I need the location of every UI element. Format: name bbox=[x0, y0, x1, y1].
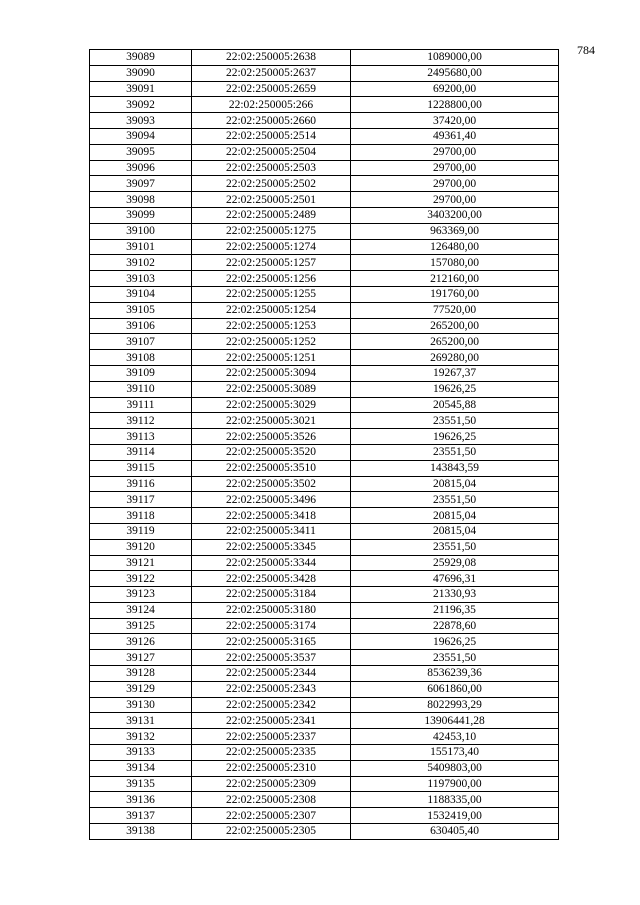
cadastral-value-cell: 8536239,36 bbox=[351, 666, 559, 682]
cadastral-value-cell: 6061860,00 bbox=[351, 681, 559, 697]
table-row bbox=[90, 365, 559, 381]
table-row bbox=[90, 302, 559, 318]
cadastral-value-cell: 1188335,00 bbox=[351, 792, 559, 808]
table-row bbox=[90, 286, 559, 302]
row-number-cell: 39094 bbox=[90, 128, 192, 144]
table-row bbox=[90, 223, 559, 239]
table-row bbox=[90, 713, 559, 729]
cadastral-value-cell: 963369,00 bbox=[351, 223, 559, 239]
cadastral-value-cell: 212160,00 bbox=[351, 271, 559, 287]
table-row bbox=[90, 192, 559, 208]
cadastral-value-cell: 191760,00 bbox=[351, 286, 559, 302]
cadastral-value-cell: 23551,50 bbox=[351, 539, 559, 555]
cadastral-number-cell: 22:02:250005:2489 bbox=[192, 207, 351, 223]
cadastral-number-cell: 22:02:250005:1275 bbox=[192, 223, 351, 239]
cadastral-value-cell: 37420,00 bbox=[351, 113, 559, 129]
row-number-cell: 39089 bbox=[90, 50, 192, 66]
cadastral-number-cell: 22:02:250005:1252 bbox=[192, 334, 351, 350]
row-number-cell: 39110 bbox=[90, 381, 192, 397]
table-row bbox=[90, 539, 559, 555]
cadastral-number-cell: 22:02:250005:2502 bbox=[192, 176, 351, 192]
row-number-cell: 39113 bbox=[90, 429, 192, 445]
row-number-cell: 39124 bbox=[90, 602, 192, 618]
row-number-cell: 39127 bbox=[90, 650, 192, 666]
row-number-cell: 39111 bbox=[90, 397, 192, 413]
cadastral-number-cell: 22:02:250005:2343 bbox=[192, 681, 351, 697]
row-number-cell: 39129 bbox=[90, 681, 192, 697]
table-row bbox=[90, 65, 559, 81]
table-row bbox=[90, 729, 559, 745]
row-number-cell: 39122 bbox=[90, 571, 192, 587]
cadastral-number-cell: 22:02:250005:2341 bbox=[192, 713, 351, 729]
row-number-cell: 39116 bbox=[90, 476, 192, 492]
cadastral-value-cell: 29700,00 bbox=[351, 144, 559, 160]
table-row bbox=[90, 113, 559, 129]
cadastral-number-cell: 22:02:250005:1257 bbox=[192, 255, 351, 271]
row-number-cell: 39131 bbox=[90, 713, 192, 729]
table-row bbox=[90, 618, 559, 634]
cadastral-value-cell: 155173,40 bbox=[351, 745, 559, 761]
cadastral-number-cell: 22:02:250005:3021 bbox=[192, 413, 351, 429]
cadastral-number-cell: 22:02:250005:3344 bbox=[192, 555, 351, 571]
row-number-cell: 39105 bbox=[90, 302, 192, 318]
table-row bbox=[90, 650, 559, 666]
cadastral-value-cell: 69200,00 bbox=[351, 81, 559, 97]
cadastral-value-cell: 49361,40 bbox=[351, 128, 559, 144]
row-number-cell: 39125 bbox=[90, 618, 192, 634]
cadastral-value-cell: 21330,93 bbox=[351, 587, 559, 603]
row-number-cell: 39138 bbox=[90, 824, 192, 840]
table-row bbox=[90, 144, 559, 160]
row-number-cell: 39126 bbox=[90, 634, 192, 650]
cadastral-value-cell: 143843,59 bbox=[351, 460, 559, 476]
cadastral-number-cell: 22:02:250005:2335 bbox=[192, 745, 351, 761]
table-row bbox=[90, 429, 559, 445]
table-row bbox=[90, 492, 559, 508]
cadastral-number-cell: 22:02:250005:1251 bbox=[192, 350, 351, 366]
row-number-cell: 39102 bbox=[90, 255, 192, 271]
row-number-cell: 39136 bbox=[90, 792, 192, 808]
table-body bbox=[90, 50, 559, 840]
table-row bbox=[90, 81, 559, 97]
cadastral-value-cell: 23551,50 bbox=[351, 492, 559, 508]
row-number-cell: 39115 bbox=[90, 460, 192, 476]
row-number-cell: 39135 bbox=[90, 776, 192, 792]
cadastral-number-cell: 22:02:250005:3496 bbox=[192, 492, 351, 508]
cadastral-value-cell: 265200,00 bbox=[351, 318, 559, 334]
cadastral-value-cell: 29700,00 bbox=[351, 192, 559, 208]
table-row bbox=[90, 681, 559, 697]
cadastral-number-cell: 22:02:250005:3345 bbox=[192, 539, 351, 555]
cadastral-number-cell: 22:02:250005:2305 bbox=[192, 824, 351, 840]
table-row bbox=[90, 350, 559, 366]
cadastral-value-cell: 29700,00 bbox=[351, 160, 559, 176]
row-number-cell: 39137 bbox=[90, 808, 192, 824]
cadastral-value-cell: 47696,31 bbox=[351, 571, 559, 587]
table-row bbox=[90, 602, 559, 618]
cadastral-value-cell: 3403200,00 bbox=[351, 207, 559, 223]
cadastral-number-cell: 22:02:250005:2501 bbox=[192, 192, 351, 208]
cadastral-value-cell: 2495680,00 bbox=[351, 65, 559, 81]
cadastral-value-cell: 20815,04 bbox=[351, 523, 559, 539]
row-number-cell: 39130 bbox=[90, 697, 192, 713]
cadastral-value-cell: 1089000,00 bbox=[351, 50, 559, 66]
row-number-cell: 39096 bbox=[90, 160, 192, 176]
cadastral-value-cell: 22878,60 bbox=[351, 618, 559, 634]
cadastral-value-table bbox=[89, 49, 559, 840]
table-row bbox=[90, 587, 559, 603]
cadastral-value-cell: 157080,00 bbox=[351, 255, 559, 271]
row-number-cell: 39090 bbox=[90, 65, 192, 81]
row-number-cell: 39119 bbox=[90, 523, 192, 539]
table-row bbox=[90, 444, 559, 460]
table-row bbox=[90, 776, 559, 792]
cadastral-value-cell: 19267,37 bbox=[351, 365, 559, 381]
row-number-cell: 39133 bbox=[90, 745, 192, 761]
table-row bbox=[90, 508, 559, 524]
table-row bbox=[90, 666, 559, 682]
cadastral-number-cell: 22:02:250005:2309 bbox=[192, 776, 351, 792]
row-number-cell: 39123 bbox=[90, 587, 192, 603]
row-number-cell: 39132 bbox=[90, 729, 192, 745]
table-row bbox=[90, 523, 559, 539]
cadastral-number-cell: 22:02:250005:2337 bbox=[192, 729, 351, 745]
table-row bbox=[90, 318, 559, 334]
cadastral-value-cell: 19626,25 bbox=[351, 381, 559, 397]
table-row bbox=[90, 97, 559, 113]
cadastral-value-cell: 269280,00 bbox=[351, 350, 559, 366]
table-row bbox=[90, 271, 559, 287]
table-row bbox=[90, 760, 559, 776]
row-number-cell: 39114 bbox=[90, 444, 192, 460]
cadastral-number-cell: 22:02:250005:3089 bbox=[192, 381, 351, 397]
cadastral-number-cell: 22:02:250005:3418 bbox=[192, 508, 351, 524]
cadastral-number-cell: 22:02:250005:2504 bbox=[192, 144, 351, 160]
row-number-cell: 39112 bbox=[90, 413, 192, 429]
table-row bbox=[90, 571, 559, 587]
cadastral-number-cell: 22:02:250005:3411 bbox=[192, 523, 351, 539]
cadastral-value-cell: 20815,04 bbox=[351, 508, 559, 524]
row-number-cell: 39103 bbox=[90, 271, 192, 287]
cadastral-value-cell: 42453,10 bbox=[351, 729, 559, 745]
cadastral-value-cell: 5409803,00 bbox=[351, 760, 559, 776]
cadastral-number-cell: 22:02:250005:3502 bbox=[192, 476, 351, 492]
table-row bbox=[90, 207, 559, 223]
row-number-cell: 39121 bbox=[90, 555, 192, 571]
table-row bbox=[90, 460, 559, 476]
cadastral-number-cell: 22:02:250005:266 bbox=[192, 97, 351, 113]
cadastral-value-cell: 1228800,00 bbox=[351, 97, 559, 113]
cadastral-number-cell: 22:02:250005:3537 bbox=[192, 650, 351, 666]
table-row bbox=[90, 634, 559, 650]
row-number-cell: 39120 bbox=[90, 539, 192, 555]
table-row bbox=[90, 50, 559, 66]
cadastral-number-cell: 22:02:250005:2514 bbox=[192, 128, 351, 144]
cadastral-number-cell: 22:02:250005:3029 bbox=[192, 397, 351, 413]
cadastral-number-cell: 22:02:250005:2660 bbox=[192, 113, 351, 129]
cadastral-number-cell: 22:02:250005:2344 bbox=[192, 666, 351, 682]
table-row bbox=[90, 413, 559, 429]
cadastral-number-cell: 22:02:250005:3180 bbox=[192, 602, 351, 618]
row-number-cell: 39092 bbox=[90, 97, 192, 113]
table-row bbox=[90, 334, 559, 350]
cadastral-value-cell: 1532419,00 bbox=[351, 808, 559, 824]
cadastral-number-cell: 22:02:250005:1274 bbox=[192, 239, 351, 255]
cadastral-value-cell: 23551,50 bbox=[351, 413, 559, 429]
cadastral-number-cell: 22:02:250005:3174 bbox=[192, 618, 351, 634]
cadastral-number-cell: 22:02:250005:3428 bbox=[192, 571, 351, 587]
cadastral-number-cell: 22:02:250005:1256 bbox=[192, 271, 351, 287]
cadastral-number-cell: 22:02:250005:3184 bbox=[192, 587, 351, 603]
cadastral-value-cell: 19626,25 bbox=[351, 429, 559, 445]
cadastral-number-cell: 22:02:250005:2308 bbox=[192, 792, 351, 808]
table-row bbox=[90, 808, 559, 824]
row-number-cell: 39097 bbox=[90, 176, 192, 192]
table-row bbox=[90, 160, 559, 176]
cadastral-value-cell: 630405,40 bbox=[351, 824, 559, 840]
cadastral-value-cell: 20545,88 bbox=[351, 397, 559, 413]
row-number-cell: 39099 bbox=[90, 207, 192, 223]
cadastral-value-cell: 23551,50 bbox=[351, 444, 559, 460]
table-row bbox=[90, 239, 559, 255]
row-number-cell: 39109 bbox=[90, 365, 192, 381]
cadastral-number-cell: 22:02:250005:2659 bbox=[192, 81, 351, 97]
row-number-cell: 39093 bbox=[90, 113, 192, 129]
cadastral-value-cell: 126480,00 bbox=[351, 239, 559, 255]
row-number-cell: 39091 bbox=[90, 81, 192, 97]
cadastral-value-cell: 20815,04 bbox=[351, 476, 559, 492]
cadastral-number-cell: 22:02:250005:1254 bbox=[192, 302, 351, 318]
page-number: 784 bbox=[577, 43, 595, 57]
cadastral-number-cell: 22:02:250005:2638 bbox=[192, 50, 351, 66]
cadastral-value-cell: 13906441,28 bbox=[351, 713, 559, 729]
cadastral-number-cell: 22:02:250005:3510 bbox=[192, 460, 351, 476]
cadastral-value-cell: 19626,25 bbox=[351, 634, 559, 650]
cadastral-value-cell: 23551,50 bbox=[351, 650, 559, 666]
table-row bbox=[90, 697, 559, 713]
cadastral-value-cell: 1197900,00 bbox=[351, 776, 559, 792]
table-row bbox=[90, 381, 559, 397]
cadastral-value-cell: 265200,00 bbox=[351, 334, 559, 350]
cadastral-number-cell: 22:02:250005:3526 bbox=[192, 429, 351, 445]
cadastral-number-cell: 22:02:250005:2342 bbox=[192, 697, 351, 713]
cadastral-number-cell: 22:02:250005:2637 bbox=[192, 65, 351, 81]
cadastral-value-cell: 25929,08 bbox=[351, 555, 559, 571]
cadastral-number-cell: 22:02:250005:2307 bbox=[192, 808, 351, 824]
table-row bbox=[90, 255, 559, 271]
table-row bbox=[90, 792, 559, 808]
row-number-cell: 39106 bbox=[90, 318, 192, 334]
row-number-cell: 39098 bbox=[90, 192, 192, 208]
row-number-cell: 39128 bbox=[90, 666, 192, 682]
cadastral-value-cell: 29700,00 bbox=[351, 176, 559, 192]
cadastral-number-cell: 22:02:250005:2310 bbox=[192, 760, 351, 776]
cadastral-value-cell: 8022993,29 bbox=[351, 697, 559, 713]
cadastral-number-cell: 22:02:250005:3165 bbox=[192, 634, 351, 650]
table-row bbox=[90, 824, 559, 840]
row-number-cell: 39134 bbox=[90, 760, 192, 776]
cadastral-number-cell: 22:02:250005:2503 bbox=[192, 160, 351, 176]
table-row bbox=[90, 128, 559, 144]
table-row bbox=[90, 476, 559, 492]
row-number-cell: 39117 bbox=[90, 492, 192, 508]
table-row bbox=[90, 555, 559, 571]
row-number-cell: 39118 bbox=[90, 508, 192, 524]
row-number-cell: 39104 bbox=[90, 286, 192, 302]
row-number-cell: 39095 bbox=[90, 144, 192, 160]
cadastral-value-cell: 21196,35 bbox=[351, 602, 559, 618]
row-number-cell: 39100 bbox=[90, 223, 192, 239]
cadastral-number-cell: 22:02:250005:1253 bbox=[192, 318, 351, 334]
cadastral-value-cell: 77520,00 bbox=[351, 302, 559, 318]
table-row bbox=[90, 397, 559, 413]
cadastral-number-cell: 22:02:250005:3094 bbox=[192, 365, 351, 381]
cadastral-number-cell: 22:02:250005:3520 bbox=[192, 444, 351, 460]
row-number-cell: 39101 bbox=[90, 239, 192, 255]
row-number-cell: 39108 bbox=[90, 350, 192, 366]
table-row bbox=[90, 745, 559, 761]
row-number-cell: 39107 bbox=[90, 334, 192, 350]
table-row bbox=[90, 176, 559, 192]
cadastral-number-cell: 22:02:250005:1255 bbox=[192, 286, 351, 302]
